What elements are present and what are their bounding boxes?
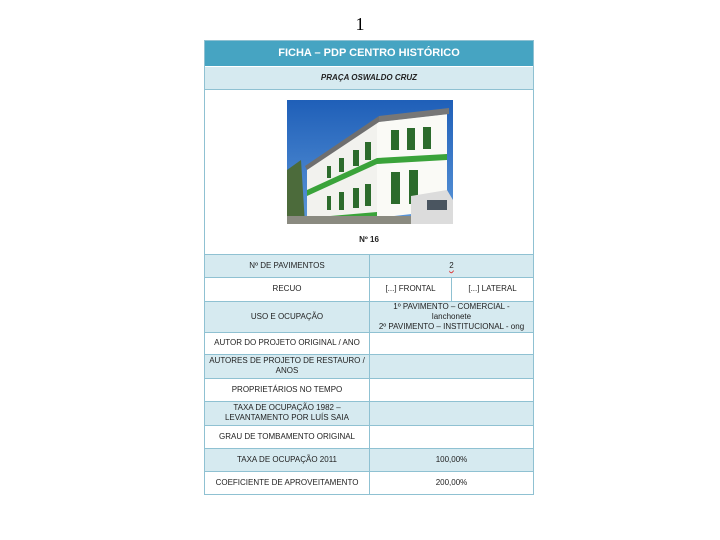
value-proprietarios [370,378,534,401]
row-recuo [205,277,533,301]
row-taxa-2011 [205,448,533,471]
label-taxa-2011: TAXA DE OCUPAÇÃO 2011 [205,448,370,471]
row-grau [205,425,533,448]
building-number: Nº 16 [359,235,379,244]
label-autor: AUTOR DO PROJETO ORIGINAL / ANO [205,332,370,354]
value-recuo [370,277,534,301]
row-autores-restauro [205,354,533,378]
record-table [205,255,533,494]
label-recuo: RECUO [205,277,370,301]
value-taxa-1982 [370,401,534,425]
building-photo [287,100,453,224]
uso-line-1: 1º PAVIMENTO – COMERCIAL - [393,301,510,311]
label-taxa-1982: TAXA DE OCUPAÇÃO 1982 – LEVANTAMENTO POR LUÍS SAIA [205,401,370,425]
value-autor [370,332,534,354]
value-grau [370,425,534,448]
recuo-lateral: [...] LATERAL [468,284,517,293]
row-taxa-1982 [205,401,533,425]
recuo-frontal: [...] FRONTAL [370,278,452,301]
label-autores-restauro: AUTORES DE PROJETO DE RESTAURO / ANOS [205,354,370,378]
page-number: 1 [355,14,365,34]
row-coeficiente [205,471,533,494]
label-pavimentos: Nº DE PAVIMENTOS [205,255,370,277]
value-pavimentos [370,255,534,277]
label-coeficiente: COEFICIENTE DE APROVEITAMENTO [205,471,370,494]
row-proprietarios [205,378,533,401]
sheet-title: FICHA – PDP CENTRO HISTÓRICO [205,41,533,67]
row-pavimentos [205,255,533,277]
pavimentos-value: 2 [449,260,454,270]
heritage-record-sheet [204,40,534,495]
row-autor [205,332,533,354]
sheet-subtitle: PRAÇA OSWALDO CRUZ [205,67,533,90]
value-taxa-2011: 100,00% [370,448,534,471]
value-coeficiente: 200,00% [370,471,534,494]
label-uso: USO E OCUPAÇÃO [205,301,370,332]
label-proprietarios: PROPRIETÁRIOS NO TEMPO [205,378,370,401]
value-uso [370,301,534,332]
value-autores-restauro [370,354,534,378]
label-grau: GRAU DE TOMBAMENTO ORIGINAL [205,425,370,448]
uso-line-2: lanchonete [431,311,472,321]
row-uso [205,301,533,332]
photo-cell [205,90,533,255]
uso-line-3: 2º PAVIMENTO – INSTITUCIONAL - ong [378,321,525,331]
